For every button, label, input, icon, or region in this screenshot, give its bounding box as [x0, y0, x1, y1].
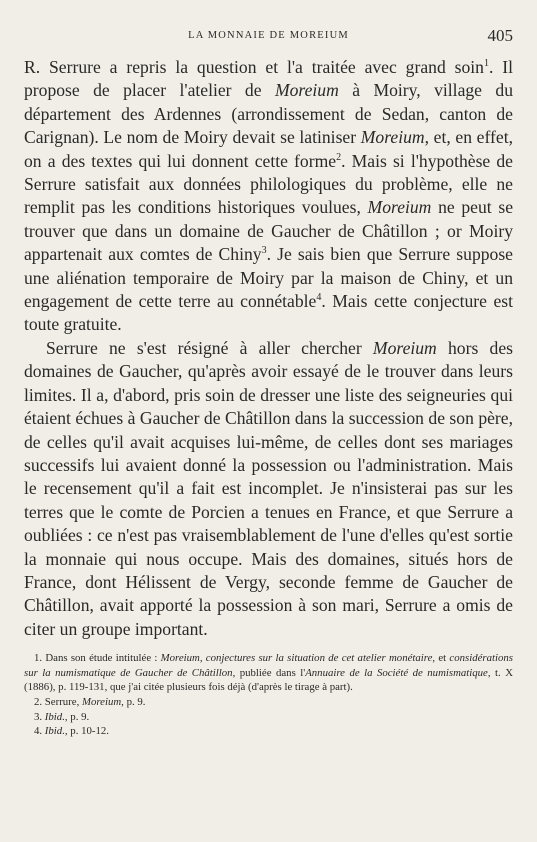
- footnote-ref-3: 3: [261, 245, 267, 257]
- text-run: 4.: [34, 725, 45, 738]
- text-run: , t. X (1886), p. 119-131, que j'ai citée plusieurs fois déjà (d'après le tirage à part).: [24, 666, 513, 694]
- text-run: . Mais si l'hypothèse de Serrure satisfait aux données philologiques du problème, elle ne remplit pas les conditions historiques voulues,: [24, 150, 513, 218]
- footnote-4: [24, 724, 513, 739]
- text-run: à Moiry, village du département des Ardennes (arrondissement de Sedan, canton de Carignan). Le nom de Moiry devait se latiniser: [24, 80, 513, 148]
- italic-term: Moreium: [274, 80, 339, 101]
- italic-term: Moreium: [81, 695, 122, 708]
- text-run: , p. 10-12.: [64, 725, 109, 738]
- footnote-1: [24, 651, 513, 695]
- footnote-3: [24, 710, 513, 725]
- page-number: 405: [487, 26, 513, 45]
- text-run: R. Serrure a repris la question et l'a traitée avec grand soin: [24, 57, 484, 77]
- text-run: . Mais cette conjecture est toute gratuite.: [24, 291, 513, 335]
- italic-term: Ibid.: [44, 710, 65, 723]
- text-run: 1. Dans son étude intitulée :: [34, 652, 161, 665]
- text-run: , et, en effet, on a des textes qui lui donnent cette forme: [24, 127, 513, 171]
- text-run: 3.: [34, 710, 45, 723]
- paragraph-2: [24, 337, 513, 641]
- italic-title: Moreium, conjectures sur la situation de cet atelier monétaire: [160, 652, 433, 665]
- text-run: hors des domaines de Gaucher, qu'après avoir essayé de le trouver dans leurs limites. Il a, d'abord, pris soin de dresser une liste des seigneuries qui étaient échues à Gaucher de Châtillon dans la succession de son père, de celles qu'il avait acquises lui-même, de celles dont ses mariages successifs lui avaient donné la possession ou l'administration. Mais le recensement qu'il a fait est incomplet. Je n'insisterai pas sur les terres que le comte de Porcien a tenues en France, et que Serrure a oubliées : ce n'est pas vraisemblablement de l'une d'elles qu'est sortie la monnaie qui nous occupe. Mais des domaines, situés hors de France, dont Hélissent de Vergy, seconde femme de Gaucher de Châtillon, avait apporté la possession à son mari, Serrure a omis de citer un groupe important.: [24, 337, 513, 639]
- text-run: . Il propose de placer l'atelier de: [24, 57, 513, 101]
- text-run: , publiée dans l': [232, 666, 306, 679]
- text-run: Serrure ne s'est résigné à aller chercher: [46, 337, 373, 358]
- italic-term: Moreium: [360, 127, 425, 148]
- body-text: [24, 56, 513, 641]
- text-run: , et: [432, 652, 450, 665]
- footnote-2: [24, 695, 513, 710]
- italic-title: Annuaire de la Société de numismatique: [305, 666, 488, 679]
- text-run: . Je sais bien que Serrure suppose une aliénation temporaire de Moiry par la maison de Chiny, et un engagement de cette terre au connétable: [24, 244, 513, 312]
- footnote-ref-2: 2: [336, 151, 342, 163]
- italic-term: Moreium: [367, 197, 432, 218]
- text-run: ne peut se trouver que dans un domaine de Gaucher de Châtillon ; or Moiry appartenait aux comtes de Chiny: [24, 197, 513, 265]
- italic-title: considérations sur la numismatique de Gaucher de Châtillon: [24, 652, 513, 679]
- page-header: [24, 26, 513, 50]
- text-run: 2. Serrure,: [34, 695, 82, 708]
- text-run: , p. 9.: [121, 695, 146, 708]
- running-head: LA MONNAIE DE MOREIUM: [188, 30, 349, 41]
- footnote-ref-1: 1: [483, 58, 489, 69]
- footnote-ref-4: 4: [316, 292, 322, 304]
- italic-term: Ibid.: [44, 725, 65, 738]
- footnotes: [24, 651, 513, 739]
- text-run: , p. 9.: [64, 710, 90, 723]
- paragraph-1: [24, 56, 513, 337]
- italic-term: Moreium: [372, 337, 437, 358]
